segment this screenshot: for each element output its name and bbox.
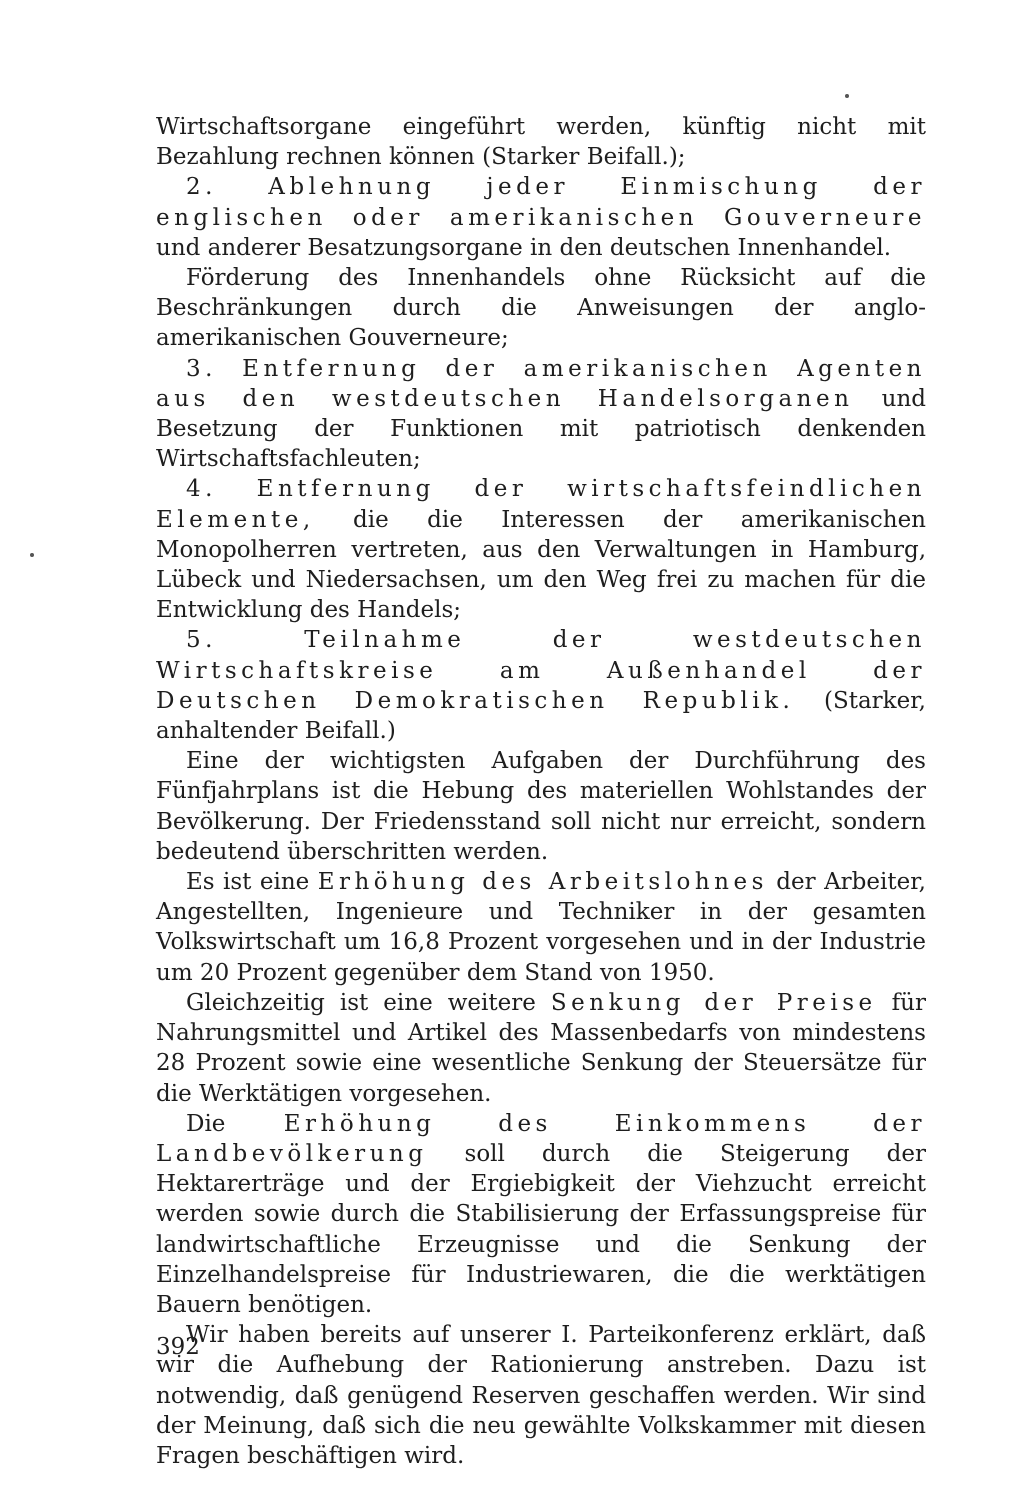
list-item-5 <box>156 625 926 746</box>
paragraph-text: und anderer Besatzungsorgane in den deutschen Innenhandel. <box>156 234 892 261</box>
emphasized-text: 3. Entfernung der amerikanischen Agenten aus den westdeutschen Handelsorganen <box>156 355 926 412</box>
paragraph-text: Eine der wichtigsten Aufgaben der Durchführung des Fünfjahrplans ist die Hebung des materiellen Wohlstandes der Bevölkerung. Der Friedensstand soll nicht nur erreicht, sondern bedeutend überschritten werden. <box>156 748 926 865</box>
paragraph <box>156 1109 926 1320</box>
emphasized-text: Erhöhung des Einkommens der Landbevölkerung <box>156 1110 926 1167</box>
paragraph-text: (Starker, anhaltender Beifall.) <box>156 687 926 745</box>
emphasized-text: Erhöhung des Arbeitslohnes <box>317 869 768 896</box>
paragraph <box>156 112 926 172</box>
body-text <box>156 112 926 1471</box>
paragraph-lead: Gleichzeitig ist eine weitere <box>186 989 551 1016</box>
emphasized-text: 2. Ablehnung jeder Einmischung der englischen oder amerikanischen Gouverneure <box>156 174 926 231</box>
emphasized-text: 4. Entfernung der wirtschaftsfeindlichen Elemente, <box>156 476 926 533</box>
paragraph-text: soll durch die Steigerung der Hektarerträge und der Ergiebigkeit der Viehzucht erreicht werden sowie durch die Stabilisierung der Erfassungspreise für landwirtschaftliche Erzeugnisse und die Senkung der Einzelhandelspreise für Industriewaren, die die werktätigen Bauern benötigen. <box>156 1140 926 1318</box>
print-speck <box>845 94 849 98</box>
paragraph-text: der Arbeiter, Angestellten, Ingenieure und Techniker in der gesamten Volkswirtschaft um 16,8 Prozent vorgesehen und in der Industrie um 20 Prozent gegenüber dem Stand von 1950. <box>156 869 926 986</box>
paragraph <box>156 867 926 988</box>
emphasized-text: Senkung der Preise <box>550 989 877 1016</box>
emphasized-text: 5. Teilnahme der westdeutschen Wirtschaftskreise am Außenhandel der Deutschen Demokratischen Republik. <box>156 627 926 714</box>
paragraph-text: für Nahrungsmittel und Artikel des Massenbedarfs von mindestens 28 Prozent sowie eine wesentliche Senkung der Steuersätze für die Werktätigen vorgesehen. <box>156 989 926 1107</box>
paragraph <box>156 263 926 354</box>
paragraph-text: Förderung des Innenhandels ohne Rücksicht auf die Beschränkungen durch die Anweisungen der anglo-amerikanischen Gouverneure; <box>156 265 926 352</box>
paragraph <box>156 1320 926 1471</box>
paragraph-lead: Es ist eine <box>186 869 318 896</box>
paragraph-text: und Besetzung der Funktionen mit patriotisch denkenden Wirtschaftsfachleuten; <box>156 385 926 473</box>
paragraph <box>156 746 926 867</box>
paragraph <box>156 988 926 1109</box>
paragraph-text: Wir haben bereits auf unserer I. Parteikonferenz erklärt, daß wir die Aufhebung der Rationierung anstreben. Dazu ist notwendig, daß genügend Reserven geschaffen werden. Wir sind der Meinung, daß sich die neu gewählte Volkskammer mit diesen Fragen beschäftigen wird. <box>156 1322 926 1469</box>
paragraph-text: Wirtschaftsorgane eingeführt werden, künftig nicht mit Bezahlung rechnen können (Starker Beifall.); <box>156 114 926 171</box>
paragraph-text: die die Interessen der amerikanischen Monopolherren vertreten, aus den Verwaltungen in Hamburg, Lübeck und Niedersachsen, um den Weg frei zu machen für die Entwicklung des Handels; <box>156 506 926 624</box>
print-speck <box>30 553 34 557</box>
list-item-4 <box>156 474 926 625</box>
list-item-3 <box>156 354 926 475</box>
list-item-2 <box>156 172 926 263</box>
paragraph-lead: Die <box>186 1110 284 1137</box>
page-number: 392 <box>156 1334 200 1360</box>
